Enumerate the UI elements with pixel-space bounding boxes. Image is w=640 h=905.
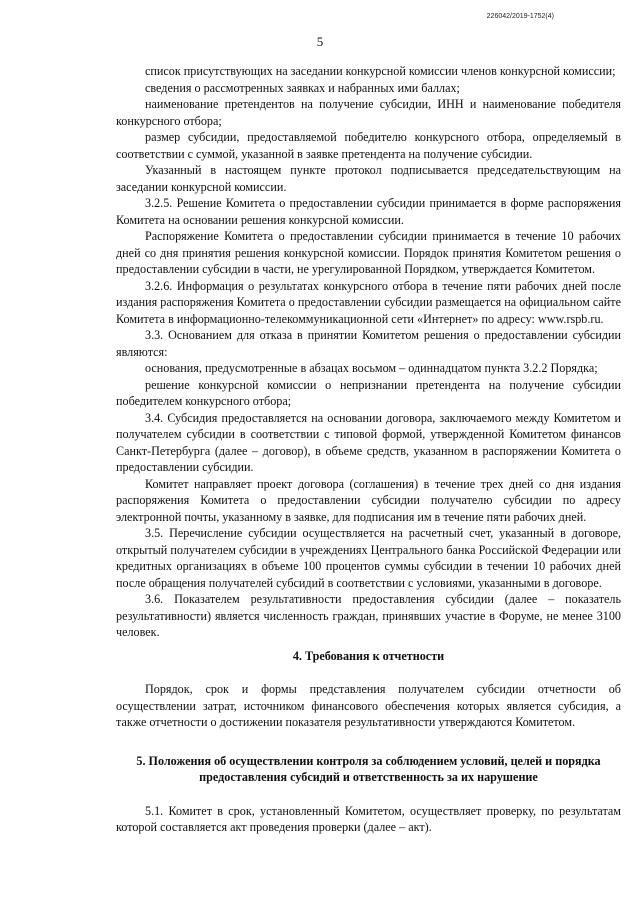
registration-number: 226042/2019-1752(4)	[486, 13, 554, 20]
paragraph-15: 3.6. Показателем результативности предоставления субсидии (далее – показатель результативности) является численность граждан, принявших участие в Форуме, не менее 3100 человек.	[116, 592, 621, 639]
paragraph-12: 3.4. Субсидия предоставляется на основании договора, заключаемого между Комитетом и получателем субсидии в соответствии с типовой формой, утвержденной Комитетом финансов Санкт-Петербурга (далее – договор), в объеме средств, указанном в распоряжении Комитета о предоставлении субсидии.	[116, 410, 621, 474]
paragraph-11: решение конкурсной комиссии о непризнании претендента на получение субсидии победителем конкурсного отбора;	[116, 377, 621, 408]
section-4-paragraph: Порядок, срок и формы представления получателем субсидии отчетности об осуществлении затрат, источником финансового обеспечения которых является субсидия, а также отчетности о достижении показателя результативности утверждаются Комитетом.	[116, 682, 621, 729]
paragraph-2: сведения о рассмотренных заявках и набранных ими баллах;	[145, 80, 460, 95]
paragraph-10: основания, предусмотренные в абзацах восьмом – одиннадцатом пункта 3.2.2 Порядка;	[145, 361, 598, 375]
paragraph-9: 3.3. Основанием для отказа в принятии Комитетом решения о предоставлении субсидии являются:	[116, 328, 621, 359]
paragraph-3: наименование претендентов на получение субсидии, ИНН и наименование победителя конкурсного отбора;	[116, 97, 621, 128]
paragraph-5: Указанный в настоящем пункте протокол подписывается председательствующим на заседании конкурсной комиссии.	[116, 163, 621, 194]
paragraph-6: 3.2.5. Решение Комитета о предоставлении субсидии принимается в форме распоряжения Комитета на основании решения конкурсной комиссии.	[116, 196, 621, 227]
paragraph-7: Распоряжение Комитета о предоставлении субсидии принимается в течение 10 рабочих дней со дня принятия решения конкурсной комиссии. Порядок принятия Комитетом решения о предоставлении субсидии в части, не урегулированной Порядком, утверждается Комитетом.	[116, 229, 621, 276]
section-5-paragraph: 5.1. Комитет в срок, установленный Комитетом, осуществляет проверку, по результатам которой составляется акт проведения проверки (далее – акт).	[116, 803, 621, 834]
paragraph-8: 3.2.6. Информация о результатах конкурсного отбора в течение пяти рабочих дней после издания распоряжения Комитета о предоставлении субсидии размещается на официальном сайте Комитета в информационно-телекоммуникационной сети «Интернет» по адресу: www.rspb.ru.	[116, 278, 621, 326]
paragraph-14: 3.5. Перечисление субсидии осуществляется на расчетный счет, указанный в договоре, открытый получателем субсидии в учреждениях Центрального банка Российской Федерации или кредитных организациях в объеме 100 процентов суммы субсидии в течении 10 рабочих дней после обращения получателей субсидий в соответствии с условиями, указанными в договоре.	[116, 526, 621, 590]
paragraph-1: список присутствующих на заседании конкурсной комиссии членов конкурсной комиссии;	[145, 64, 616, 78]
paragraph-4: размер субсидии, предоставляемой победителю конкурсного отбора, определяемый в соответствии с суммой, указанной в заявке претендента на получение субсидии.	[116, 130, 621, 161]
page-number: 5	[316, 34, 324, 49]
paragraph-13: Комитет направляет проект договора (соглашения) в течение трех дней со дня издания распоряжения Комитета о предоставлении субсидии получателю субсидии по адресу электронной почты, указанному в заявке, для подписания им в течение пяти рабочих дней.	[116, 476, 621, 524]
document-body	[116, 63, 621, 836]
section-5-heading: 5. Положения об осуществлении контроля за соблюдением условий, целей и порядка предоставления субсидий и ответственность за их нарушение	[136, 753, 601, 784]
section-4-heading: 4. Требования к отчетности	[292, 648, 445, 663]
